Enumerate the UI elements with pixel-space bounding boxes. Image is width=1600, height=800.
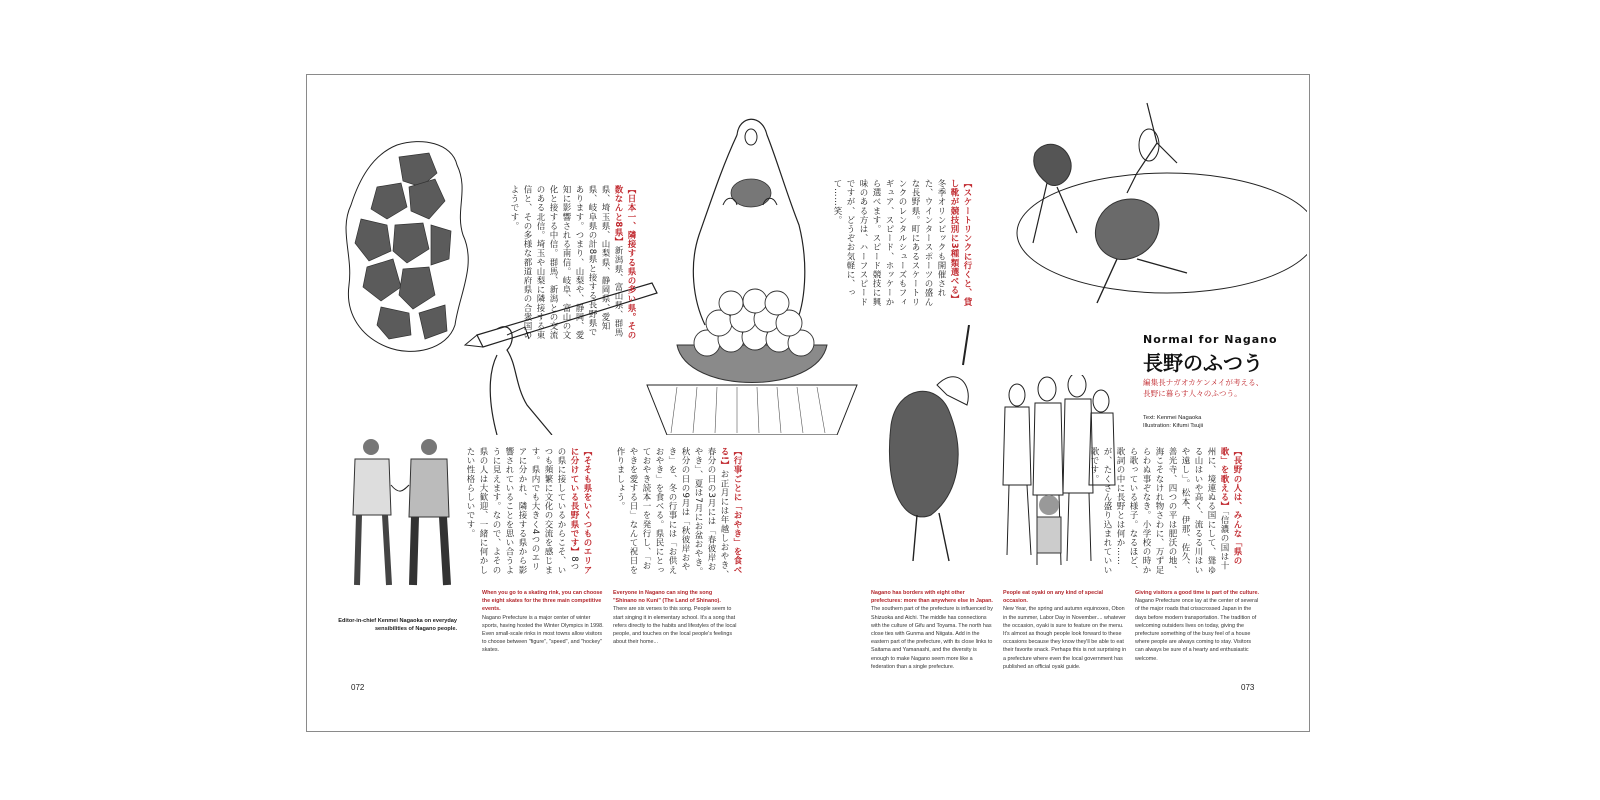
title-japanese: 長野のふつう bbox=[1143, 351, 1263, 375]
column-heading: 【スケートリンクに行くと、貸し靴が競技別に3種類選べる】 bbox=[949, 179, 972, 307]
caption-skating bbox=[482, 589, 606, 655]
hand-knife-icon bbox=[877, 325, 987, 565]
caption-heading: Giving visitors a good time is part of the culture. bbox=[1135, 590, 1260, 596]
credit-illustration: Illustration: Kifumi Tsujii bbox=[1143, 422, 1204, 429]
caption-heading: People eat oyaki on any kind of special occasion. bbox=[1003, 590, 1104, 605]
caption-heading: Everyone in Nagano can sing the song "Shinano no Kuni" (The Land of Shinano). bbox=[613, 590, 721, 605]
caption-body: There are six verses to this song. People seem to start singing it in elementary school. It's a song that refers directly to the habits and lifestyles of the local people, and touches on the local people's feelings about their home... bbox=[613, 606, 737, 646]
caption-body: The southern part of the prefecture is influenced by Shizuoka and Aichi. The middle has connections with the culture of Gifu and Toyama. The north has close ties with Gunma and Niigata. Add in the eastern part of the prefecture, with its close links to Saitama and Yamanashi, and the diversity is enough to make Nagano seem more like a federation than a single prefecture. bbox=[871, 606, 993, 670]
caption-oyaki bbox=[1003, 589, 1127, 671]
title-english: Normal for Nagano bbox=[1143, 333, 1278, 346]
page-number-right: 073 bbox=[1241, 683, 1255, 692]
magazine-spread bbox=[306, 74, 1310, 732]
subtitle-line: 長野に暮らす人々のふつう。 bbox=[1143, 389, 1242, 398]
column-prefecture-song bbox=[1089, 447, 1243, 579]
column-heading: 【長野の人は、みんな「県の歌」を歌える】 bbox=[1219, 447, 1242, 566]
caption-body: Nagano Prefecture is a major center of winter sports, having hosted the Winter Olympics in 1998. Even small-scale rinks in most towns allow visitors to choose between "figure", "speed", and "hockey" skates. bbox=[482, 614, 604, 654]
column-skating-rink bbox=[832, 179, 973, 309]
caption-heading: Nagano has borders with eight other prefectures: more than anywhere else in Japan. bbox=[871, 590, 993, 605]
skaters-icon bbox=[987, 83, 1307, 313]
page-number-left: 072 bbox=[351, 683, 365, 692]
column-body: 新潟県、富山県、群馬県、埼玉県、山梨県、静岡県、愛知県、岐阜県の計8県と接する長野県であります。つまり、山梨や、静岡、愛知に影響される南信。岐阜、富山の文化と接する中信。群馬、新潟との交流のある北信。埼玉や山梨に隣接する東信と、その多様な都道府県の合衆国のようです。 bbox=[509, 185, 623, 340]
caption-body: Nagano Prefecture once lay at the center of several of the major roads that crisscrossed Japan in the days before modern transportation. The tradition of welcoming outsiders lives on today, giving the prefecture something of the busy feel of a house where people are always coming to stay. Visitors can always be sure of a hearty and enthusiastic welcome. bbox=[1135, 598, 1259, 662]
caption-body: New Year, the spring and autumn equinoxes, Obon in the summer, Labor Day in November.... whatever the occasion, oyaki is sure to feature on the menu. It's almost as though people look forward to these occasions because they know they'll be able to eat their favorite snack. Perhaps this is not surprising in a prefecture where even the local government has published an official oyaki guide. bbox=[1003, 606, 1127, 670]
column-heading: 【日本一、隣接する県の多い県。その数なんと8県】 bbox=[613, 185, 636, 340]
caption-borders bbox=[871, 589, 995, 671]
column-body: 8つの県に接しているからこそ、いつも頻繁に文化の交流を感じます。県内でも大きく4つのエリアに分かれ、隣接する県から影響されていることを思い合うように見えます。なので、よその県の人は大歓迎、一緒に何かしたい性格らしいです。 bbox=[465, 447, 579, 575]
column-body: 冬季オリンピックも開催された、ウインタースポーツの盛んな長野県。町にあるスケートリンクのレンタルシューズもフィギュア、スピード、ホッケーから選べます。スピード競技に興味のある方は、ハーフスピードですが、どうぞお気軽に、って……笑。 bbox=[832, 179, 946, 307]
caption-visitors bbox=[1135, 589, 1259, 663]
subtitle-japanese bbox=[1143, 377, 1323, 399]
caption-heading: When you go to a skating rink, you can choose the eight skates for the three main competitive events. bbox=[482, 590, 603, 613]
column-prefecture-borders bbox=[487, 185, 637, 345]
subtitle-line: 編集長ナガオカケンメイが考える、 bbox=[1143, 378, 1264, 387]
couple-walking-icon bbox=[331, 435, 471, 595]
column-heading: 【そそも県をいくつものエリアに分けている長野県です】 bbox=[569, 447, 592, 575]
credit-text: Text: Kenmei Nagaoka bbox=[1143, 415, 1202, 421]
credits bbox=[1143, 415, 1203, 430]
column-areas bbox=[465, 447, 593, 579]
caption-song bbox=[613, 589, 737, 646]
column-heading: 【行事ごとに「おやき」を食べる!】 bbox=[719, 447, 742, 575]
column-body: お正月には年越しおやき、春分の日の3月には「春彼岸おやき」、夏は7月にお盆おやき。秋分の日の9月は「秋彼岸おやき」を、冬の行事には「お供えおやき」を食べる。県民にとっておやき読本一を発行し、「おやきを愛する日」なんて祝日を作りましょう。 bbox=[615, 447, 729, 579]
column-body: 「信濃の国は十州に、境連ぬる国にして、聳ゆる山はいや高く、流るる川はいや遠し」。松本、伊那、佐久、善光寺、四つの平は肥沃の地、海こそなけれ物さわに、万ず足らわぬ事ぞなき。小学校の時から歌っている様子。なるほど、歌詞の中に長野とは何か……が、たくさん盛り込まれていい歌です。 bbox=[1089, 447, 1229, 575]
editor-caption: Editor-in-chief Kenmei Nagaoka on everyday sensibilities of Nagano people. bbox=[338, 618, 457, 632]
column-oyaki bbox=[607, 447, 743, 579]
